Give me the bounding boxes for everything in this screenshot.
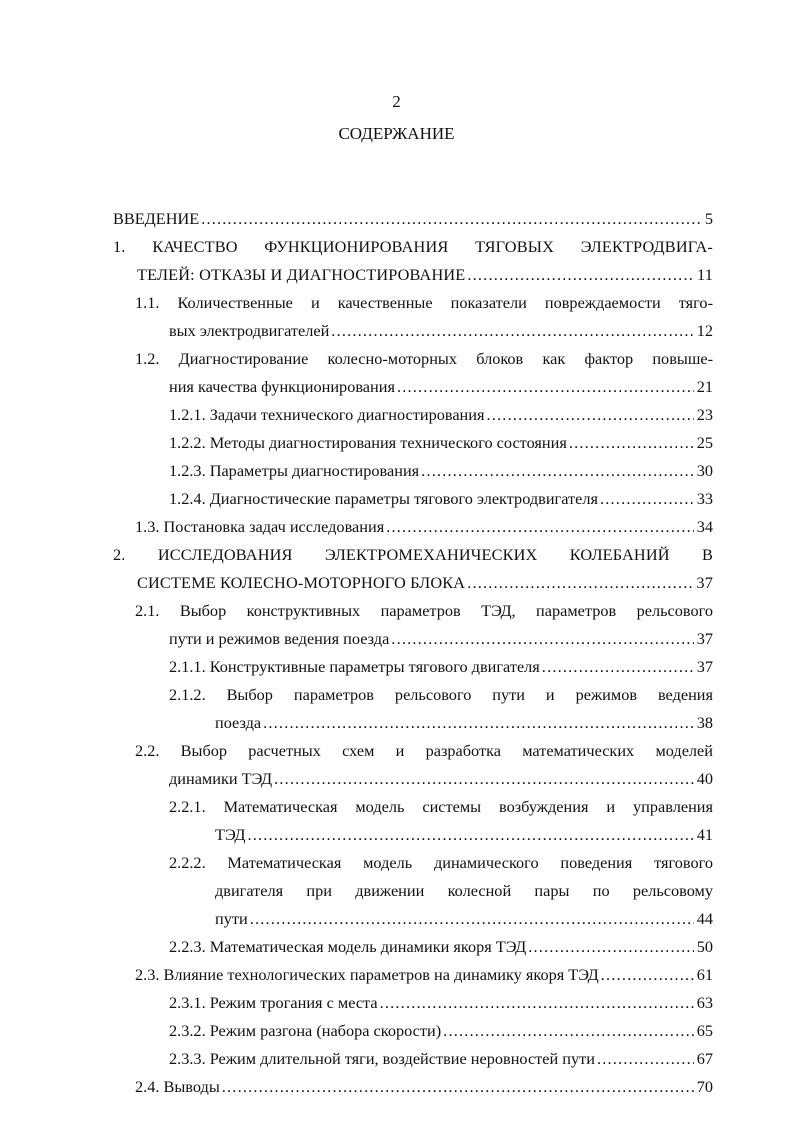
toc-leader [222,1073,694,1101]
table-of-contents [113,205,713,1101]
toc-entry-text: ТЭД [215,825,246,844]
toc-entry-text: 2. ИССЛЕДОВАНИЯ ЭЛЕКТРОМЕХАНИЧЕСКИХ КОЛЕБАНИЙ В [113,545,713,564]
toc-leader [331,317,693,345]
toc-entry-2-1-cont[interactable] [113,625,713,653]
toc-entry-text: 2.3.3. Режим длительной тяги, воздействие неровностей пути [169,1049,595,1068]
toc-entry-text: 2.3. Влияние технологических параметров на динамику якоря ТЭД [135,965,599,984]
page-title: СОДЕРЖАНИЕ [338,124,455,143]
toc-leader [274,765,694,793]
toc-entry-2-1-2[interactable] [113,681,713,709]
toc-entry-1-2-4[interactable] [113,485,713,513]
toc-entry-chapter-1[interactable] [113,233,713,261]
toc-entry-text: двигателя при движении колесной пары по рельсовому [215,881,713,900]
toc-page-number: 37 [696,573,713,592]
toc-entry-text: поезда [215,713,262,732]
toc-entry-text: пути [215,909,248,928]
toc-entry-text: 1.3. Постановка задач исследования [135,517,385,536]
toc-leader [380,989,694,1017]
toc-page-number: 50 [696,937,713,956]
toc-leader [247,821,693,849]
toc-page-number: 70 [696,1077,713,1096]
toc-entry-introduction[interactable] [113,205,713,233]
toc-entry-text: 1.2.3. Параметры диагностирования [169,461,420,480]
toc-entry-2-2-2-cont[interactable] [113,877,713,905]
toc-entry-text: ВВЕДЕНИЕ [113,209,200,228]
toc-leader [397,373,694,401]
toc-page-number: 40 [696,769,713,788]
toc-entry-2-2-cont[interactable] [113,765,713,793]
toc-entry-2-3[interactable] [113,961,713,989]
toc-entry-2-1-1[interactable] [113,653,713,681]
toc-entry-1-1[interactable] [113,289,713,317]
toc-entry-text: 2.3.2. Режим разгона (набора скорости) [169,1021,442,1040]
toc-entry-text: 2.1.2. Выбор параметров рельсового пути и режимов ведения [169,685,713,704]
toc-page-number: 25 [696,433,713,452]
toc-entry-2-2[interactable] [113,737,713,765]
toc-entry-2-1[interactable] [113,597,713,625]
toc-entry-chapter-1-cont[interactable] [113,261,713,289]
toc-entry-1-2-3[interactable] [113,457,713,485]
toc-entry-text: 1. КАЧЕСТВО ФУНКЦИОНИРОВАНИЯ ТЯГОВЫХ ЭЛЕКТРОДВИГА- [113,237,713,256]
toc-page-number: 63 [696,993,713,1012]
toc-entry-chapter-2[interactable] [113,541,713,569]
toc-page-number: 41 [696,825,713,844]
toc-entry-text: 2.2.3. Математическая модель динамики якоря ТЭД [169,937,527,956]
toc-leader [467,261,694,289]
toc-entry-text: 1.2.4. Диагностические параметры тягового электродвигателя [169,489,598,508]
toc-entry-text: 1.1. Количественные и качественные показатели повреждаемости тяго- [135,293,713,312]
toc-entry-2-3-1[interactable] [113,989,713,1017]
toc-entry-text: 2.2. Выбор расчетных схем и разработка математических моделей [135,741,713,760]
toc-entry-2-2-1-cont[interactable] [113,821,713,849]
toc-entry-text: 1.2.1. Задачи технического диагностирования [169,405,485,424]
toc-entry-text: пути и режимов ведения поезда [169,629,390,648]
toc-page-number: 12 [696,321,713,340]
toc-page-number: 37 [696,657,713,676]
toc-page-number: 21 [696,377,713,396]
toc-page-number: 37 [696,629,713,648]
toc-leader [601,961,694,989]
toc-entry-text: 2.1.1. Конструктивные параметры тягового двигателя [169,657,540,676]
toc-leader [263,709,694,737]
toc-leader [467,569,693,597]
toc-page-number: 61 [696,965,713,984]
toc-entry-2-3-2[interactable] [113,1017,713,1045]
toc-page-number: 33 [696,489,713,508]
toc-entry-text: 1.2. Диагностирование колесно-моторных блоков как фактор повыше- [135,349,713,368]
toc-entry-text: 2.3.1. Режим трогания с места [169,993,378,1012]
toc-leader [386,513,694,541]
toc-leader [486,401,693,429]
toc-entry-text: 2.2.2. Математическая модель динамического поведения тягового [169,853,713,872]
toc-entry-text: ния качества функционирования [169,377,395,396]
toc-page-number: 11 [697,265,713,284]
toc-entry-2-2-2-cont2[interactable] [113,905,713,933]
toc-leader [421,457,694,485]
toc-entry-text: 2.2.1. Математическая модель системы возбуждения и управления [169,797,713,816]
toc-page-number: 30 [696,461,713,480]
toc-entry-2-3-3[interactable] [113,1045,713,1073]
toc-entry-text: динамики ТЭД [169,769,273,788]
toc-page-number: 38 [696,713,713,732]
toc-page-number: 65 [696,1021,713,1040]
toc-entry-text: ТЕЛЕЙ: ОТКАЗЫ И ДИАГНОСТИРОВАНИЕ [137,265,466,284]
toc-entry-1-2-1[interactable] [113,401,713,429]
toc-leader [443,1017,694,1045]
toc-leader [569,429,694,457]
toc-page-number: 34 [696,517,713,536]
toc-entry-1-1-cont[interactable] [113,317,713,345]
toc-entry-2-2-1[interactable] [113,793,713,821]
toc-entry-text: 2.1. Выбор конструктивных параметров ТЭД, параметров рельсового [135,601,713,620]
toc-entry-2-1-2-cont[interactable] [113,709,713,737]
toc-leader [600,485,694,513]
toc-entry-1-2-2[interactable] [113,429,713,457]
toc-entry-1-3[interactable] [113,513,713,541]
toc-entry-chapter-2-cont[interactable] [113,569,713,597]
toc-leader [201,205,702,233]
toc-entry-text: 2.4. Выводы [135,1077,220,1096]
toc-page-number: 67 [696,1049,713,1068]
toc-page-number: 5 [704,209,713,228]
toc-leader [250,905,694,933]
toc-entry-text: вых электродвигателей [169,321,330,340]
toc-leader [391,625,693,653]
toc-page-number: 23 [696,405,713,424]
toc-entry-1-2-cont[interactable] [113,373,713,401]
toc-leader [528,933,693,961]
toc-entry-text: СИСТЕМЕ КОЛЕСНО-МОТОРНОГО БЛОКА [137,573,466,592]
toc-leader [542,653,694,681]
toc-leader [597,1045,694,1073]
page-number: 2 [392,92,401,111]
toc-entry-2-4[interactable] [113,1073,713,1101]
toc-entry-text: 1.2.2. Методы диагностирования технического состояния [169,433,567,452]
toc-entry-1-2[interactable] [113,345,713,373]
toc-page-number: 44 [696,909,713,928]
toc-entry-2-2-3[interactable] [113,933,713,961]
toc-entry-2-2-2[interactable] [113,849,713,877]
